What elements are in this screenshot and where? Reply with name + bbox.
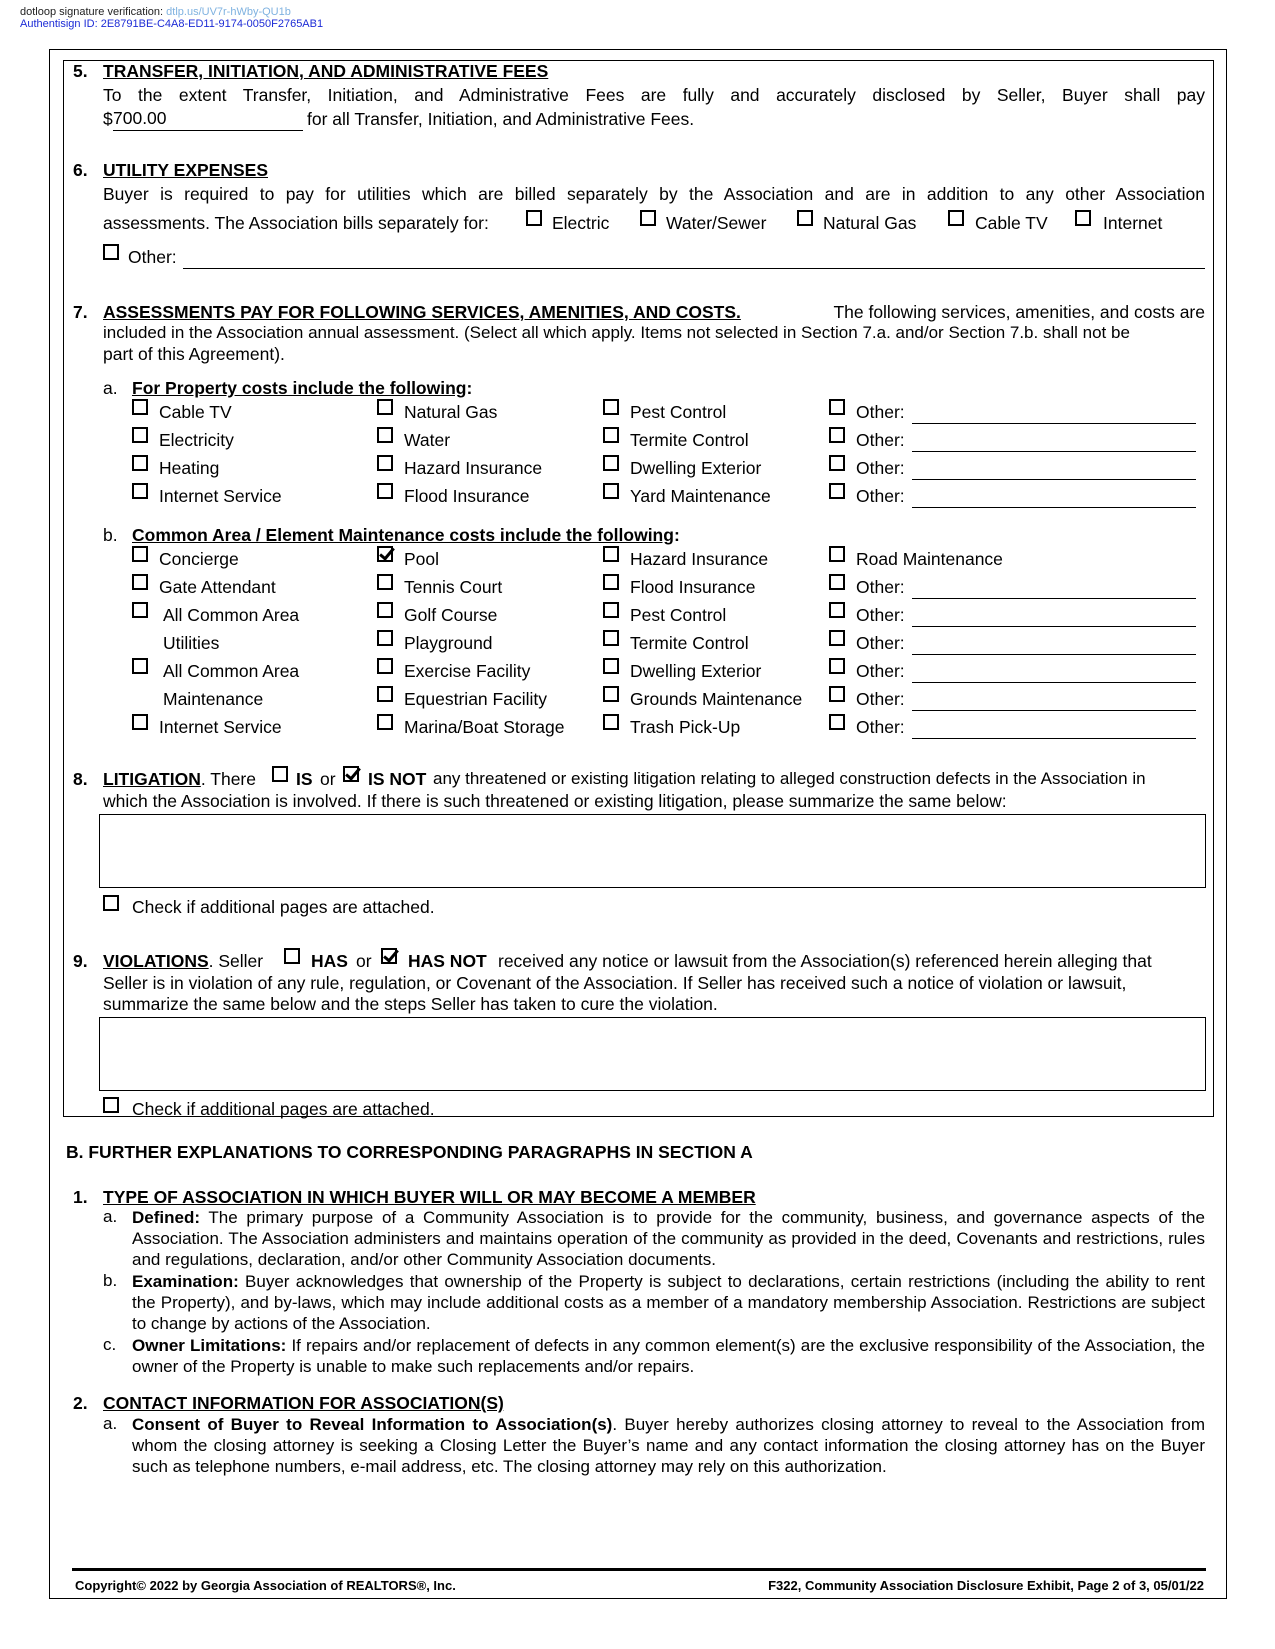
property-cost-checkbox[interactable] <box>377 427 393 443</box>
utility-other-checkbox[interactable] <box>103 244 119 260</box>
property-cost-checkbox[interactable] <box>829 483 845 499</box>
b1a-label: a. <box>103 1207 118 1226</box>
utility-cable-tv-label: Cable TV <box>975 213 1048 233</box>
utility-electric-checkbox[interactable] <box>526 210 542 226</box>
property-cost-label: Water <box>404 430 451 450</box>
property-cost-label: Heating <box>159 458 220 478</box>
section-6-number: 6. <box>73 160 88 180</box>
b1b-paragraph <box>132 1271 1205 1334</box>
common-area-label: Dwelling Exterior <box>630 661 762 681</box>
b1a-paragraph <box>132 1207 1205 1270</box>
common-area-other-field[interactable] <box>912 654 1196 655</box>
property-cost-label: Other: <box>856 402 905 422</box>
section-6-text-2: assessments. The Association bills separately for: <box>103 213 489 233</box>
common-area-checkbox[interactable] <box>829 574 845 590</box>
section-7-number: 7. <box>73 302 88 322</box>
utility-water-sewer-label: Water/Sewer <box>666 213 767 233</box>
section-7a-colon: : <box>466 378 473 398</box>
common-area-label: All Common Area <box>163 661 300 681</box>
utility-other-field[interactable] <box>183 268 1205 269</box>
property-cost-checkbox[interactable] <box>132 399 148 415</box>
utility-natural-gas-checkbox[interactable] <box>797 210 813 226</box>
common-area-checkbox[interactable] <box>132 546 148 562</box>
b1b-text: Buyer acknowledges that ownership of the Property is subject to declarations, certain restrictions (including the ability to rent the Property), and by-laws, which may include additional costs as a member of a mandatory membership Association. Restrictions are subject to change by actions of the Association. <box>132 1272 1205 1333</box>
violations-has-checkbox[interactable] <box>284 948 300 964</box>
common-area-checkbox[interactable] <box>603 602 619 618</box>
verification-link[interactable]: dtlp.us/UV7r-hWby-QU1b <box>166 6 291 18</box>
b1c-bold: Owner Limitations: <box>132 1336 287 1355</box>
section-5-title: TRANSFER, INITIATION, AND ADMINISTRATIVE FEES <box>103 61 549 81</box>
common-area-other-field[interactable] <box>912 598 1196 599</box>
section-7a-label: a. <box>103 378 118 398</box>
property-cost-label: Other: <box>856 430 905 450</box>
property-cost-label: Internet Service <box>159 486 282 506</box>
common-area-checkbox[interactable] <box>377 602 393 618</box>
common-area-other-field[interactable] <box>912 682 1196 683</box>
property-cost-checkbox[interactable] <box>603 483 619 499</box>
section-9-text: received any notice or lawsuit from the Association(s) referenced herein alleging that <box>498 951 1152 971</box>
footer-copyright: Copyright© 2022 by Georgia Association of REALTORS®, Inc. <box>75 1578 456 1593</box>
violations-attach-checkbox[interactable] <box>103 1097 119 1113</box>
property-cost-label: Flood Insurance <box>404 486 530 506</box>
property-cost-checkbox[interactable] <box>603 455 619 471</box>
property-cost-checkbox[interactable] <box>132 427 148 443</box>
common-area-other-field[interactable] <box>912 710 1196 711</box>
section-5-number: 5. <box>73 61 88 81</box>
b2a-bold: Consent of Buyer to Reveal Information to Association(s) <box>132 1415 613 1434</box>
b1b-label: b. <box>103 1271 118 1290</box>
section-7a-heading <box>132 378 472 399</box>
section-9-text-3: summarize the same below and the steps Seller has taken to cure the violation. <box>103 994 718 1014</box>
common-area-label: Tennis Court <box>404 577 503 597</box>
property-cost-label: Electricity <box>159 430 234 450</box>
section-9-title: VIOLATIONS <box>103 951 209 971</box>
common-area-checkbox[interactable] <box>603 658 619 674</box>
property-cost-other-field[interactable] <box>912 451 1196 452</box>
fee-amount-field[interactable]: 700.00 <box>113 108 303 131</box>
property-cost-checkbox[interactable] <box>132 455 148 471</box>
common-area-checkbox[interactable] <box>829 658 845 674</box>
common-area-checkbox[interactable] <box>829 602 845 618</box>
common-area-other-field[interactable] <box>912 738 1196 739</box>
common-area-checkbox[interactable] <box>603 574 619 590</box>
section-7-intro-2: included in the Association annual assessment. (Select all which apply. Items not selected in Section 7.a. and/or Section 7.b. shall not be <box>103 323 1130 342</box>
property-cost-checkbox[interactable] <box>829 399 845 415</box>
litigation-is-label: IS <box>296 769 313 789</box>
utility-other-label: Other: <box>128 247 177 267</box>
b2a-text: . Buyer hereby authorizes closing attorney to reveal to the Association from whom the closing attorney is seeking a Closing Letter the Buyer’s name and any contact information the closing attorney has on the Buyer such as telephone numbers, e-mail address, etc. The closing attorney may rely on this authorization. <box>132 1415 1205 1476</box>
authentisign-id: Authentisign ID: 2E8791BE-C4A8-ED11-9174-0050F2765AB1 <box>20 18 324 30</box>
property-cost-label: Other: <box>856 486 905 506</box>
common-area-checkbox[interactable] <box>377 714 393 730</box>
section-8-text-2: which the Association is involved. If there is such threatened or existing litigation, please summarize the same below: <box>103 791 1007 811</box>
section-5-text: To the extent Transfer, Initiation, and Administrative Fees are fully and accurately disclosed by Seller, Buyer shall pay <box>103 85 1205 105</box>
litigation-or: or <box>320 769 336 789</box>
common-area-label: Other: <box>856 717 905 737</box>
litigation-summary-field[interactable] <box>99 814 1206 888</box>
common-area-checkbox[interactable] <box>603 714 619 730</box>
litigation-is-not-label: IS NOT <box>368 769 427 789</box>
section-8-there: . There <box>200 769 256 789</box>
verification-label: dotloop signature verification: <box>20 6 164 18</box>
common-area-label: Other: <box>856 633 905 653</box>
common-area-label: Other: <box>856 689 905 709</box>
litigation-is-not-checkbox[interactable] <box>343 766 359 782</box>
property-cost-checkbox[interactable] <box>603 427 619 443</box>
property-cost-checkbox[interactable] <box>132 483 148 499</box>
section-8-text: any threatened or existing litigation relating to alleged construction defects in the Association in <box>433 769 1146 788</box>
property-cost-label: Cable TV <box>159 402 232 422</box>
common-area-label: All Common Area <box>163 605 300 625</box>
section-7b-title: Common Area / Element Maintenance costs include the following <box>132 525 674 545</box>
property-cost-label: Hazard Insurance <box>404 458 543 478</box>
common-area-label: Pool <box>404 549 440 569</box>
property-cost-other-field[interactable] <box>912 479 1196 480</box>
common-area-label: Marina/Boat Storage <box>404 717 565 737</box>
fee-dollar-sign: $ <box>103 109 113 129</box>
violations-has-label: HAS <box>311 951 348 971</box>
common-area-label: Other: <box>856 577 905 597</box>
utility-cable-tv-checkbox[interactable] <box>948 210 964 226</box>
common-area-label: Flood Insurance <box>630 577 756 597</box>
property-cost-label: Dwelling Exterior <box>630 458 762 478</box>
section-8-title: LITIGATION <box>103 769 201 789</box>
common-area-label: Grounds Maintenance <box>630 689 803 709</box>
violations-or: or <box>356 951 372 971</box>
section-7a-title: For Property costs include the following <box>132 378 467 398</box>
section-7b-heading <box>132 525 680 546</box>
footer-form-id: F322, Community Association Disclosure Exhibit, Page 2 of 3, 05/01/22 <box>768 1578 1204 1593</box>
section-7-heading-line <box>103 302 1205 323</box>
property-cost-checkbox[interactable] <box>377 455 393 471</box>
signature-verification-header <box>20 6 323 30</box>
common-area-checkbox[interactable] <box>377 630 393 646</box>
section-9-seller: . Seller <box>208 951 264 971</box>
common-area-label: Playground <box>404 633 493 653</box>
b1c-label: c. <box>103 1335 117 1354</box>
section-7-title: ASSESSMENTS PAY FOR FOLLOWING SERVICES, AMENITIES, AND COSTS. <box>103 302 741 322</box>
common-area-label: Termite Control <box>630 633 749 653</box>
violations-summary-field[interactable] <box>99 1017 1206 1091</box>
property-cost-label: Yard Maintenance <box>630 486 771 506</box>
b2a-label: a. <box>103 1414 118 1433</box>
property-cost-checkbox[interactable] <box>829 455 845 471</box>
section-9-number: 9. <box>73 951 88 971</box>
property-cost-other-field[interactable] <box>912 507 1196 508</box>
common-area-checkbox[interactable] <box>132 658 148 674</box>
common-area-checkbox[interactable] <box>132 602 148 618</box>
common-area-label: Exercise Facility <box>404 661 531 681</box>
litigation-is-checkbox[interactable] <box>272 766 288 782</box>
common-area-label: Golf Course <box>404 605 498 625</box>
section-9-line-1 <box>103 951 263 972</box>
utility-natural-gas-label: Natural Gas <box>823 213 917 233</box>
property-cost-checkbox[interactable] <box>829 427 845 443</box>
section-5-text-2: for all Transfer, Initiation, and Administrative Fees. <box>307 109 695 129</box>
section-7b-label: b. <box>103 525 118 545</box>
common-area-checkbox[interactable] <box>603 630 619 646</box>
violations-has-not-checkbox[interactable] <box>381 948 397 964</box>
section-6-text: Buyer is required to pay for utilities which are billed separately by the Association and are in addition to any other Association <box>103 184 1205 204</box>
common-area-label: Internet Service <box>159 717 282 737</box>
property-cost-checkbox[interactable] <box>603 399 619 415</box>
utility-internet-label: Internet <box>1103 213 1163 233</box>
common-area-label: Other: <box>856 605 905 625</box>
utility-water-sewer-checkbox[interactable] <box>640 210 656 226</box>
common-area-label: Other: <box>856 661 905 681</box>
common-area-label: Pest Control <box>630 605 727 625</box>
common-area-label: Road Maintenance <box>856 549 1003 569</box>
common-area-checkbox[interactable] <box>132 574 148 590</box>
section-b1-number: 1. <box>73 1187 88 1207</box>
property-cost-label: Pest Control <box>630 402 727 422</box>
property-cost-label: Other: <box>856 458 905 478</box>
section-b1-title: TYPE OF ASSOCIATION IN WHICH BUYER WILL OR MAY BECOME A MEMBER <box>103 1187 756 1207</box>
property-cost-label: Termite Control <box>630 430 749 450</box>
pool-checkbox[interactable] <box>377 546 393 562</box>
common-area-checkbox[interactable] <box>603 546 619 562</box>
section-b2-title: CONTACT INFORMATION FOR ASSOCIATION(S) <box>103 1393 504 1413</box>
violations-attach-label: Check if additional pages are attached. <box>132 1099 435 1119</box>
section-b-heading: B. FURTHER EXPLANATIONS TO CORRESPONDING PARAGRAPHS IN SECTION A <box>66 1142 753 1162</box>
common-area-label: Gate Attendant <box>159 577 276 597</box>
common-area-checkbox[interactable] <box>829 686 845 702</box>
b1c-paragraph <box>132 1335 1205 1377</box>
common-area-checkbox[interactable] <box>377 574 393 590</box>
section-7-intro-1: The following services, amenities, and costs are <box>833 302 1205 322</box>
common-area-checkbox[interactable] <box>829 546 845 562</box>
section-8-line-1 <box>103 769 256 790</box>
section-7b-colon: : <box>673 525 680 545</box>
common-area-label: Equestrian Facility <box>404 689 547 709</box>
common-area-checkbox[interactable] <box>132 714 148 730</box>
b1a-text: The primary purpose of a Community Association is to provide for the community, business, and governance aspects of the Association. The Association administers and maintains operation of the community as provided in the deed, Covenants and restrictions, rules and regulations, declaration, and/or other Community Association documents. <box>132 1208 1205 1269</box>
b1a-bold: Defined: <box>132 1208 200 1227</box>
common-area-label: Utilities <box>163 633 220 653</box>
violations-has-not-label: HAS NOT <box>408 951 487 971</box>
property-cost-label: Natural Gas <box>404 402 498 422</box>
utility-internet-checkbox[interactable] <box>1075 210 1091 226</box>
section-9-text-2: Seller is in violation of any rule, regulation, or Covenant of the Association. If Seller has received such a notice of violation or lawsuit, <box>103 973 1127 993</box>
common-area-checkbox[interactable] <box>377 686 393 702</box>
common-area-checkbox[interactable] <box>377 658 393 674</box>
litigation-attach-checkbox[interactable] <box>103 895 119 911</box>
common-area-label: Trash Pick-Up <box>630 717 741 737</box>
b1c-text: If repairs and/or replacement of defects in any common element(s) are the exclusive responsibility of the Association, the owner of the Property is unable to make such replacements and/or repairs. <box>132 1336 1205 1376</box>
section-7-intro-3: part of this Agreement). <box>103 344 285 364</box>
property-cost-checkbox[interactable] <box>377 399 393 415</box>
common-area-checkbox[interactable] <box>829 630 845 646</box>
footer-rule <box>72 1568 1206 1571</box>
common-area-checkbox[interactable] <box>603 686 619 702</box>
common-area-label: Hazard Insurance <box>630 549 769 569</box>
common-area-other-field[interactable] <box>912 626 1196 627</box>
common-area-checkbox[interactable] <box>829 714 845 730</box>
property-cost-checkbox[interactable] <box>377 483 393 499</box>
section-6-title: UTILITY EXPENSES <box>103 160 268 180</box>
section-b2-number: 2. <box>73 1393 88 1413</box>
b1b-bold: Examination: <box>132 1272 239 1291</box>
b2a-paragraph <box>132 1414 1205 1477</box>
property-cost-other-field[interactable] <box>912 423 1196 424</box>
litigation-attach-label: Check if additional pages are attached. <box>132 897 435 917</box>
common-area-label: Concierge <box>159 549 239 569</box>
section-8-number: 8. <box>73 769 88 789</box>
utility-electric-label: Electric <box>552 213 610 233</box>
common-area-label: Maintenance <box>163 689 264 709</box>
